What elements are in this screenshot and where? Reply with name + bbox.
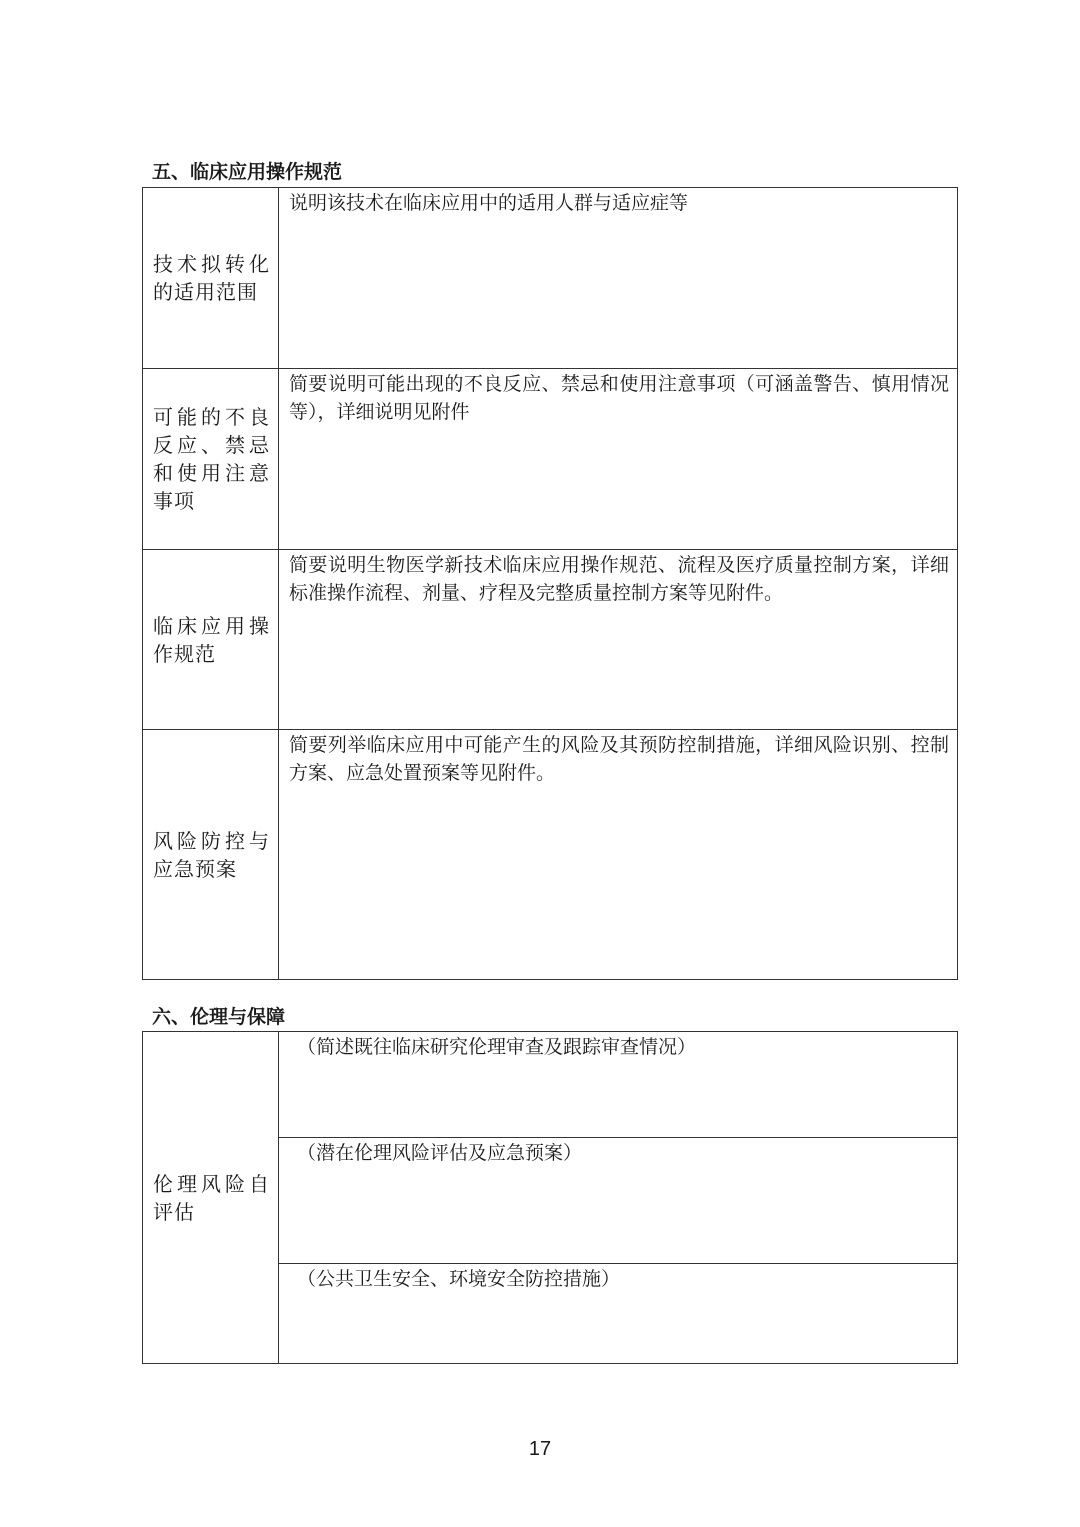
- section-5-title: 五、临床应用操作规范: [152, 161, 343, 183]
- table-row: [143, 369, 958, 550]
- row-content-risk-control: 简要列举临床应用中可能产生的风险及其预防控制措施，详细风险识别、控制方案、应急处置预案等见附件。: [289, 734, 949, 784]
- ethics-review-item: （简述既往临床研究伦理审查及跟踪审查情况）: [297, 1036, 697, 1058]
- content-cell[interactable]: [279, 369, 958, 550]
- row-label-operation-spec: 临床应用操作规范: [153, 613, 270, 666]
- label-cell: [143, 1032, 279, 1364]
- row-label-scope: 技术拟转化的适用范围: [153, 252, 270, 304]
- label-cell: [143, 369, 279, 550]
- content-cell[interactable]: [279, 188, 958, 369]
- row-content-operation-spec: 简要说明生物医学新技术临床应用操作规范、流程及医疗质量控制方案，详细标准操作流程、剂量、疗程及完整质量控制方案等见附件。: [289, 554, 949, 604]
- ethics-table: [142, 1031, 958, 1364]
- content-cell[interactable]: [279, 1264, 958, 1364]
- section-6-title: 六、伦理与保障: [152, 1006, 286, 1028]
- row-content-scope: 说明该技术在临床应用中的适用人群与适应症等: [289, 192, 689, 214]
- clinical-application-table: [142, 187, 958, 980]
- content-cell[interactable]: [279, 1032, 958, 1138]
- row-label-risk-control: 风险防控与应急预案: [153, 828, 270, 881]
- table-row: [143, 550, 958, 730]
- row-label-adverse-reactions: 可能的不良反应、禁忌和使用注意事项: [153, 405, 270, 513]
- page-number: 17: [528, 1438, 552, 1460]
- label-cell: [143, 188, 279, 369]
- label-cell: [143, 730, 279, 980]
- table-row: [143, 730, 958, 980]
- content-cell[interactable]: [279, 730, 958, 980]
- ethics-label: 伦理风险自评估: [153, 1171, 270, 1224]
- ethics-risk-item: （潜在伦理风险评估及应急预案）: [297, 1142, 583, 1164]
- row-content-adverse-reactions: 简要说明可能出现的不良反应、禁忌和使用注意事项（可涵盖警告、慎用情况等），详细说明见附件: [289, 373, 949, 423]
- table-row: [143, 1032, 958, 1138]
- ethics-safety-item: （公共卫生安全、环境安全防控措施）: [297, 1268, 621, 1290]
- table-row: [143, 188, 958, 369]
- label-cell: [143, 550, 279, 730]
- content-cell[interactable]: [279, 550, 958, 730]
- content-cell[interactable]: [279, 1138, 958, 1264]
